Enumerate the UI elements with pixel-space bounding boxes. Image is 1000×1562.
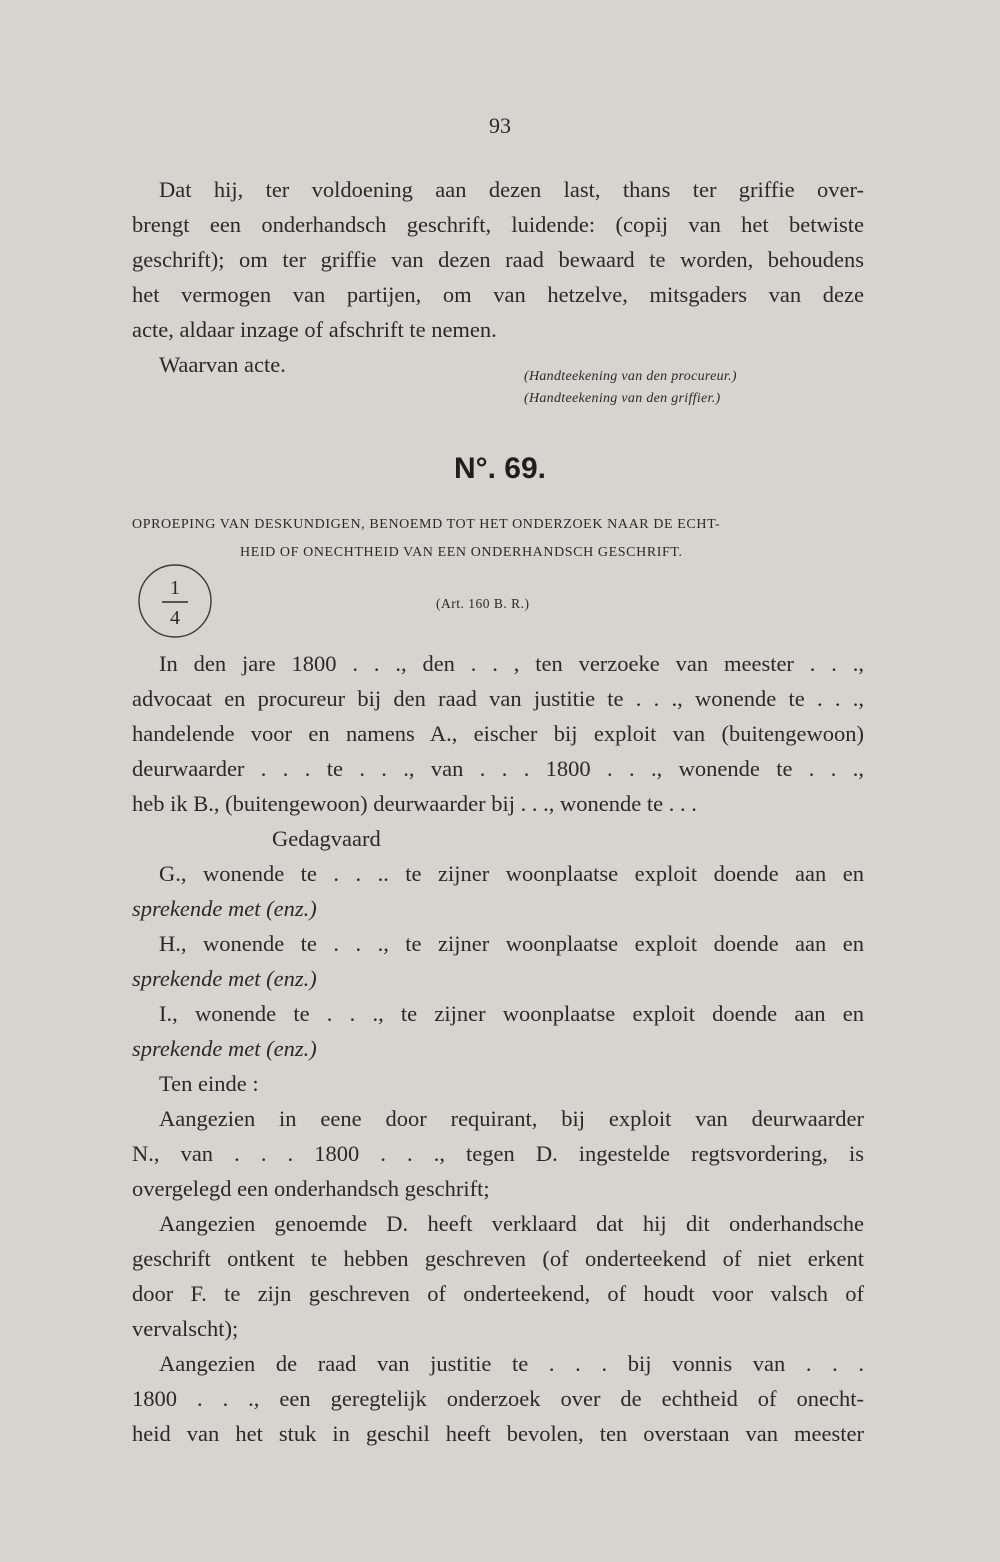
text-line: brengt een onderhandsch geschrift, luidende: (copij van het betwiste [132, 212, 864, 237]
writ-body [132, 646, 864, 1451]
text-line: advocaat en procureur bij den raad van justitie te . . ., wonende te . . ., [132, 686, 864, 711]
text-line: acte, aldaar inzage of afschrift te nemen. [132, 317, 497, 342]
text-line: N., van . . . 1800 . . ., tegen D. ingestelde regtsvordering, is [132, 1141, 864, 1166]
text-line: heb ik B., (buitengewoon) deurwaarder bij . . ., wonende te . . . [132, 791, 697, 816]
signature-procureur: (Handteekening van den procureur.) [524, 369, 737, 384]
text-line: geschrift); om ter griffie van dezen raad bewaard te worden, behoudens [132, 247, 864, 272]
text-line: handelende voor en namens A., eischer bij exploit van (buitengewoon) [132, 721, 864, 746]
form-number-heading: N°. 69. [453, 452, 547, 485]
text-line: Dat hij, ter voldoening aan dezen last, thans ter griffie over- [159, 177, 864, 202]
text-line: Aangezien de raad van justitie te . . . bij vonnis van . . . [159, 1351, 864, 1376]
text-line: Aangezien genoemde D. heeft verklaard dat hij dit onderhandsche [159, 1211, 864, 1236]
text-line: Aangezien in eene door requirant, bij exploit van deurwaarder [159, 1106, 864, 1131]
text-line: In den jare 1800 . . ., den . . , ten verzoeke van meester . . ., [159, 651, 864, 676]
intro-paragraph [132, 172, 864, 382]
ten-einde: Ten einde : [159, 1071, 259, 1096]
summoned-party-line: H., wonende te . . ., te zijner woonplaatse exploit doende aan en [159, 931, 864, 956]
text-line: vervalscht); [132, 1316, 239, 1341]
text-line: het vermogen van partijen, om van hetzelve, mitsgaders van deze [132, 282, 864, 307]
stamp-fraction-icon [136, 562, 214, 640]
text-line: geschrift ontkent te hebben geschreven (of onderteekend of niet erkent [132, 1246, 864, 1271]
summoned-party-line: G., wonende te . . .. te zijner woonplaatse exploit doende aan en [159, 861, 864, 886]
signature-griffier: (Handteekening van den griffier.) [524, 391, 721, 406]
text-line: heid van het stuk in geschil heeft bevolen, ten overstaan van meester [132, 1421, 864, 1446]
summoned-party-line: sprekende met (enz.) [132, 896, 317, 921]
stamp-denominator: 4 [170, 607, 180, 629]
form-title-line-2: HEID OF ONECHTHEID VAN EEN ONDERHANDSCH GESCHRIFT. [240, 545, 683, 560]
article-reference: (Art. 160 B. R.) [436, 596, 530, 611]
page-number: 93 [489, 113, 511, 138]
summoned-party-line: sprekende met (enz.) [132, 966, 317, 991]
text-line: deurwaarder . . . te . . ., van . . . 1800 . . ., wonende te . . ., [132, 756, 864, 781]
stamp-numerator: 1 [170, 577, 180, 599]
summoned-party-line: sprekende met (enz.) [132, 1036, 317, 1061]
summoned-party-line: I., wonende te . . ., te zijner woonplaatse exploit doende aan en [159, 1001, 864, 1026]
gedagvaard-heading: Gedagvaard [272, 826, 381, 851]
text-line: overgelegd een onderhandsch geschrift; [132, 1176, 490, 1201]
text-line: 1800 . . ., een geregtelijk onderzoek over de echtheid of onecht- [132, 1386, 864, 1411]
form-title-line-1: OPROEPING VAN DESKUNDIGEN, BENOEMD TOT HET ONDERZOEK NAAR DE ECHT- [132, 517, 721, 532]
text-line: door F. te zijn geschreven of onderteekend, of houdt voor valsch of [132, 1281, 864, 1306]
waarvan-acte: Waarvan acte. [159, 352, 286, 377]
